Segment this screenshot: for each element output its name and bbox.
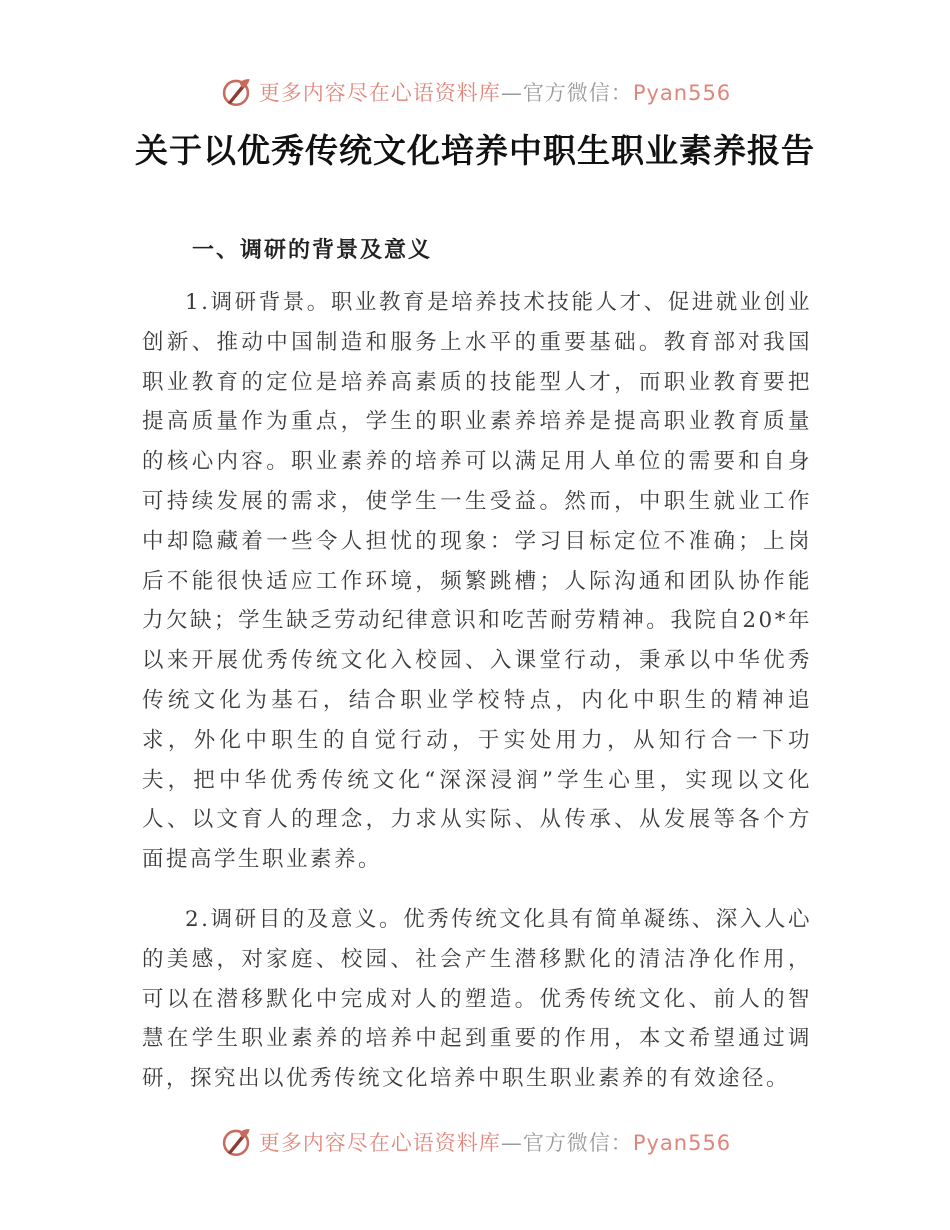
section-heading: 一、调研的背景及意义 [192,238,433,263]
document-title: 关于以优秀传统文化培养中职生职业素养报告 [135,131,815,170]
quill-logo-icon [219,1125,253,1159]
paragraph-background: 1.调研背景。职业教育是培养技术技能人才、促进就业创业创新、推动中国制造和服务上水平的重要基础。教育部对我国职业教育的定位是培养高素质的技能型人才，而职业教育要把提高质量作为重点，学生的职业素养培养是提高职业教育质量的核心内容。职业素养的培养可以满足用人单位的需要和自身可持续发展的需求，使学生一生受益。然而，中职生就业工作中却隐藏着一些令人担忧的现象：学习目标定位不准确；上岗后不能很快适应工作环境，频繁跳槽；人际沟通和团队协作能力欠缺；学生缺乏劳动纪律意识和吃苦耐劳精神。我院自20*年以来开展优秀传统文化入校园、入课堂行动，秉承以中华优秀传统文化为基石，结合职业学校特点，内化中职生的精神追求，外化中职生的自觉行动，于实处用力，从知行合一下功夫，把中华优秀传统文化“深深浸润”学生心里，实现以文化人、以文育人的理念，力求从实际、从传承、从发展等各个方面提高学生职业素养。 [142,290,812,873]
watermark-text: 更多内容尽在心语资料库—官方微信：Pyan556 [258,1131,732,1155]
watermark-header [0,72,950,112]
paragraph-purpose: 2.调研目的及意义。优秀传统文化具有简单凝练、深入人心的美感，对家庭、校园、社会产生潜移默化的清洁净化作用，可以在潜移默化中完成对人的塑造。优秀传统文化、前人的智慧在学生职业素养的培养中起到重要的作用，本文希望通过调研，探究出以优秀传统文化培养中职生职业素养的有效途径。 [142,907,812,1092]
watermark-text: 更多内容尽在心语资料库—官方微信：Pyan556 [258,81,732,105]
quill-logo-icon [219,75,253,109]
watermark-footer [0,1122,950,1162]
